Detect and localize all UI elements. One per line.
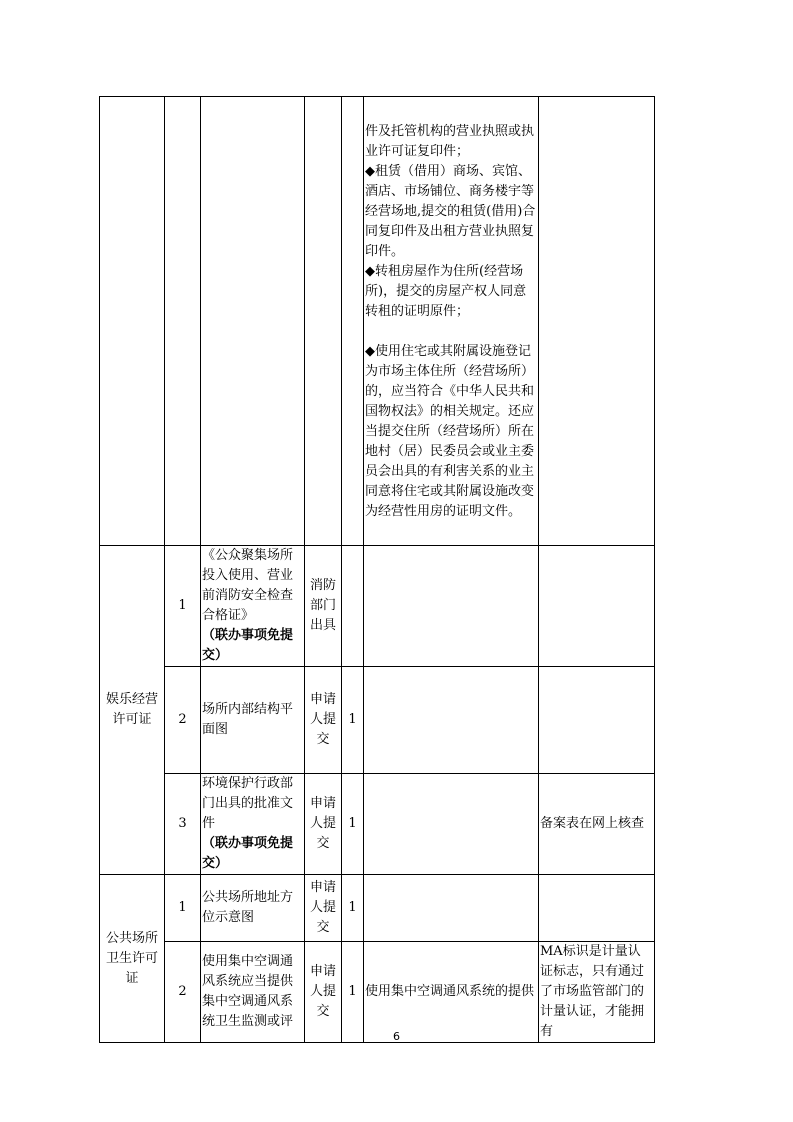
- table-row: [100, 942, 655, 1043]
- count-cell: 1: [342, 942, 364, 1043]
- no-cell: 2: [165, 942, 201, 1043]
- material-note: （联办事项免提交）: [202, 836, 294, 871]
- count-cell: 1: [342, 774, 364, 875]
- count-cell: [342, 546, 364, 667]
- item-cell: 娱乐经营许可证: [100, 546, 165, 875]
- no-cell: 2: [165, 667, 201, 774]
- requirement-cell: [364, 546, 539, 667]
- material-text: 环境保护行政部门出具的批准文件: [202, 776, 294, 831]
- source-cell: 消防部门出具: [305, 546, 342, 667]
- material-cell: [201, 546, 305, 667]
- no-cell: 1: [165, 546, 201, 667]
- material-cell: 公共场所地址方位示意图: [201, 875, 305, 942]
- count-cell: 1: [342, 667, 364, 774]
- source-cell: 申请人提交: [305, 667, 342, 774]
- table-row: [100, 546, 655, 667]
- requirement-cell: 使用集中空调通风系统的提供: [364, 942, 539, 1043]
- table-row: [100, 875, 655, 942]
- no-cell: [165, 97, 201, 546]
- material-cell: 使用集中空调通风系统应当提供集中空调通风系统卫生监测或评: [201, 942, 305, 1043]
- materials-table: [99, 96, 655, 1043]
- remark-cell: [539, 97, 655, 546]
- table-row: [100, 774, 655, 875]
- requirement-line: ◆租赁（借用）商场、宾馆、酒店、市场铺位、商务楼宇等经营场地,提交的租赁(借用)合同复印件及出租方营业执照复印件。: [365, 164, 536, 259]
- count-cell: [342, 97, 364, 546]
- requirement-line: ◆转租房屋作为住所(经营场所)，提交的房屋产权人同意转租的证明原件；: [365, 264, 527, 319]
- source-cell: [305, 97, 342, 546]
- requirement-line: 件及托管机构的营业执照或执业许可证复印件；: [365, 124, 535, 159]
- source-cell: 申请人提交: [305, 774, 342, 875]
- material-cell: [201, 97, 305, 546]
- page-number: 6: [393, 1030, 400, 1043]
- source-cell: 申请人提交: [305, 942, 342, 1043]
- requirement-blank-line: [365, 322, 537, 342]
- remark-cell: [539, 875, 655, 942]
- remark-cell: [539, 546, 655, 667]
- table-row: [100, 667, 655, 774]
- remark-cell: 备案表在网上核查: [539, 774, 655, 875]
- requirement-line: ◆使用住宅或其附属设施登记为市场主体住所（经营场所）的，应当符合《中华人民共和国物权法》的相关规定。还应当提交住所（经营场所）所在地村（居）民委员会或业主委员会出具的有利害关系的业主同意将住宅或其附属设施改变为经营性用房的证明文件。: [365, 344, 535, 519]
- source-cell: 申请人提交: [305, 875, 342, 942]
- remark-cell: MA标识是计量认证标志，只有通过了市场监管部门的计量认证，才能拥有: [539, 942, 655, 1043]
- requirement-cell: [364, 875, 539, 942]
- item-cell: 公共场所卫生许可证: [100, 875, 165, 1043]
- material-cell: 场所内部结构平面图: [201, 667, 305, 774]
- item-cell: [100, 97, 165, 546]
- requirement-cell: [364, 774, 539, 875]
- no-cell: 3: [165, 774, 201, 875]
- remark-cell: [539, 667, 655, 774]
- requirement-cell: [364, 667, 539, 774]
- material-cell: [201, 774, 305, 875]
- continuation-row: [100, 97, 655, 546]
- no-cell: 1: [165, 875, 201, 942]
- requirement-cell: [364, 97, 539, 546]
- material-note: （联办事项免提交）: [202, 628, 294, 663]
- count-cell: 1: [342, 875, 364, 942]
- material-text: 《公众聚集场所投入使用、营业前消防安全检查合格证》: [202, 548, 294, 623]
